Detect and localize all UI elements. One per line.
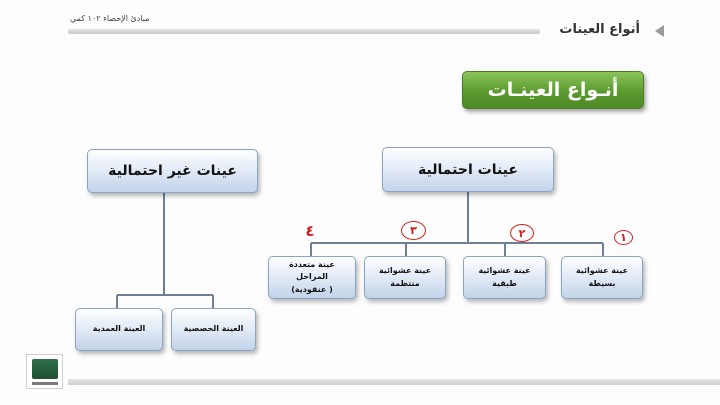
leaf-line: عينة عشوائية bbox=[478, 266, 531, 276]
annotation-number-4: ٤ bbox=[305, 222, 315, 240]
annotation-number-2: ٢ bbox=[510, 224, 534, 242]
logo-caption-mark bbox=[32, 382, 58, 385]
leaf-line: عينة عشوائية bbox=[378, 266, 432, 276]
annotation-number-3: ٣ bbox=[401, 221, 426, 240]
leaf-line: طبقية bbox=[492, 278, 517, 288]
systematic-random-sample-box bbox=[364, 256, 446, 299]
probability-samples-box: عينات احتمالية bbox=[382, 147, 554, 192]
leaf-line: منتظمة bbox=[390, 278, 420, 288]
multistage-cluster-sample-box bbox=[268, 256, 356, 299]
stratified-random-sample-box bbox=[463, 256, 546, 299]
university-logo bbox=[26, 354, 63, 389]
quota-sample-box: العينة الحصصية bbox=[171, 308, 256, 351]
triangle-left-icon bbox=[655, 25, 664, 37]
leaf-line: عينة متعددة المراحل bbox=[289, 259, 335, 282]
footer-divider bbox=[68, 379, 720, 385]
simple-random-sample-box bbox=[561, 256, 643, 299]
leaf-line: عينة عشوائية bbox=[575, 266, 629, 276]
leaf-line: ( عنقودية) bbox=[291, 284, 333, 294]
leaf-line: بسيطة bbox=[588, 278, 616, 288]
slide-header-title: أنواع العينات bbox=[559, 22, 640, 37]
non-probability-samples-box: عينات غير احتمالية bbox=[87, 149, 258, 193]
logo-emblem-icon bbox=[32, 359, 58, 379]
course-name: مبادئ الإحصاء ١٠٢ كمي bbox=[70, 14, 150, 23]
purposive-sample-box: العينة العمدية bbox=[75, 308, 163, 351]
annotation-number-1: ١ bbox=[614, 230, 633, 245]
header-divider bbox=[68, 29, 540, 34]
main-title: أنـواع العينـات bbox=[462, 71, 644, 109]
